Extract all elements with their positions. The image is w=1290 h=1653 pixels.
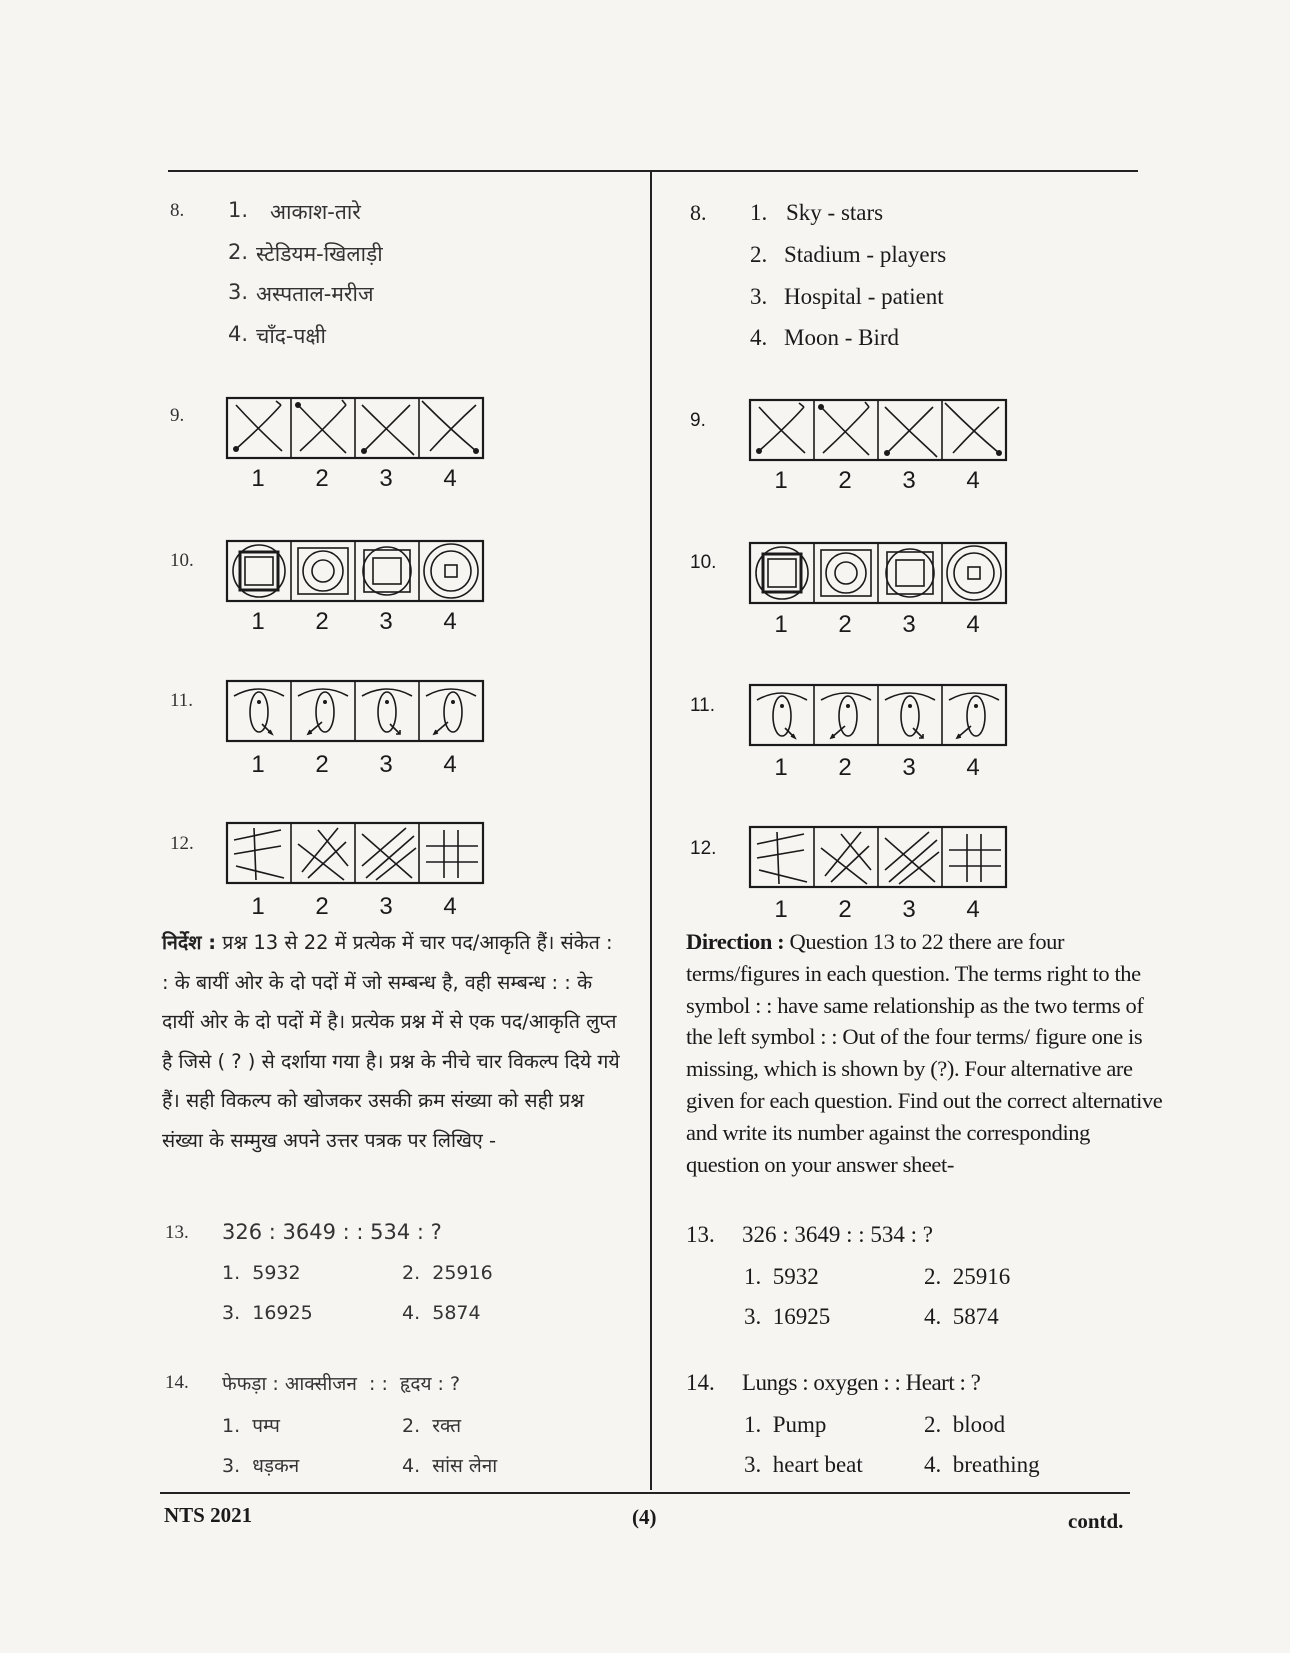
options-row — [222, 1452, 497, 1478]
question-number: 14. — [686, 1370, 715, 1395]
option-text: रक्त — [432, 1415, 462, 1437]
figure-label: 4 — [443, 465, 457, 492]
option-text: Sky - stars — [786, 200, 884, 225]
figure-label: 4 — [966, 611, 980, 638]
figure-label: 1 — [251, 465, 265, 492]
figure-label: 2 — [838, 896, 852, 923]
figure-label: 1 — [774, 467, 788, 494]
option-text: अस्पताल-मरीज — [256, 282, 374, 306]
option-number: 1. — [228, 198, 249, 222]
question-text: फेफड़ा : आक्सीजन : : हृदय : ? — [222, 1373, 461, 1395]
figure-label: 3 — [902, 611, 916, 638]
figure-label: 2 — [315, 608, 329, 635]
option-text: धड़कन — [252, 1455, 300, 1477]
direction-text: Question 13 to 22 there are four terms/figures in each question. The terms right to the symbol : : have same relationship as the two terms of the left symbol : : Out of the four terms/ figure one is missing, which is shown by (?). Four alternative are given for each question. Find out the correct alternative and write its number against the corresponding question on your answer sheet- — [686, 929, 1163, 1177]
option-number: 2. — [924, 1264, 942, 1289]
figure-label: 1 — [774, 611, 788, 638]
question-number: 13. — [165, 1222, 189, 1243]
figure-series-crosses — [749, 399, 1009, 463]
option-number: 1. — [744, 1264, 762, 1289]
question-number: 10. — [170, 550, 194, 571]
option-text: 5932 — [772, 1264, 819, 1289]
options-row — [744, 1264, 1010, 1290]
options-row — [222, 1302, 481, 1324]
option-number: 3. — [222, 1302, 241, 1324]
option-number: 1. — [750, 200, 768, 225]
figure-labels — [226, 608, 482, 636]
figure-label: 3 — [902, 467, 916, 494]
column-divider — [650, 170, 652, 1490]
figure-label: 3 — [379, 751, 393, 778]
option-number: 2. — [402, 1415, 421, 1437]
figure-series-circle-square — [749, 542, 1009, 606]
option-number: 2. — [402, 1262, 421, 1284]
figure-labels — [749, 754, 1005, 782]
question-number: 12. — [690, 838, 717, 859]
option-text: चाँद-पक्षी — [256, 324, 326, 348]
question-number: 8. — [170, 200, 185, 221]
direction-label: निर्देश : — [162, 931, 217, 954]
question-text: 326 : 3649 : : 534 : ? — [742, 1222, 934, 1247]
figure-label: 1 — [774, 754, 788, 781]
question-number: 9. — [170, 405, 185, 426]
option-text: आकाश-तारे — [270, 200, 361, 224]
option-text: Moon - Bird — [784, 325, 899, 350]
option-text: 5874 — [432, 1302, 481, 1324]
option-text: सांस लेना — [432, 1455, 498, 1477]
option-number: 2. — [228, 240, 249, 264]
direction-paragraph — [162, 923, 622, 1160]
option-number: 1. — [744, 1412, 762, 1437]
figure-label: 2 — [838, 754, 852, 781]
option-number: 3. — [744, 1304, 762, 1329]
option-number: 2. — [750, 242, 768, 267]
figure-label: 2 — [838, 467, 852, 494]
top-rule — [168, 170, 1138, 172]
option-text: स्टेडियम-खिलाड़ी — [256, 242, 383, 266]
figure-label: 4 — [443, 893, 457, 920]
option-number: 1. — [222, 1415, 241, 1437]
question-number: 10. — [690, 552, 717, 573]
option-text: blood — [952, 1412, 1006, 1437]
figure-series-umbrella-shapes — [226, 680, 486, 744]
figure-label: 2 — [838, 611, 852, 638]
option-number: 4. — [228, 322, 249, 346]
option-text: breathing — [952, 1452, 1040, 1477]
option-text: 5932 — [252, 1262, 301, 1284]
options-row — [222, 1412, 461, 1438]
figure-series-umbrella-shapes — [749, 684, 1009, 748]
options-row — [744, 1304, 999, 1330]
option-number: 4. — [924, 1304, 942, 1329]
figure-label: 3 — [379, 893, 393, 920]
options-row — [222, 1262, 493, 1284]
figure-labels — [749, 896, 1005, 924]
direction-label: Direction : — [686, 929, 785, 954]
figure-labels — [226, 893, 482, 921]
bottom-rule — [160, 1492, 1130, 1494]
figure-label: 2 — [315, 893, 329, 920]
option-text: Hospital - patient — [784, 284, 944, 309]
option-text: 16925 — [252, 1302, 313, 1324]
option-text: 16925 — [772, 1304, 831, 1329]
figure-label: 3 — [379, 608, 393, 635]
option-text: 5874 — [952, 1304, 999, 1329]
option-number: 1. — [222, 1262, 241, 1284]
figure-label: 1 — [251, 893, 265, 920]
footer-page-number: (4) — [632, 1505, 657, 1529]
direction-text: प्रश्न 13 से 22 में प्रत्येक में चार पद/आकृति हैं। संकेत : : के बायीं ओर के दो पदों में जो सम्बन्ध है, वही सम्बन्ध : : के दायीं ओर के दो पदों में है। प्रत्येक प्रश्न में से एक पद/आकृति लुप्त है जिसे ( ? ) से दर्शाया गया है। प्रश्न के नीचे चार विकल्प दिये गये हैं। सही विकल्प को खोजकर उसकी क्रम संख्या को सही प्रश्न संख्या के सम्मुख अपने उत्तर पत्रक पर लिखिए - — [162, 931, 620, 1152]
option-number: 4. — [402, 1302, 421, 1324]
figure-label: 1 — [251, 751, 265, 778]
figure-label: 4 — [443, 751, 457, 778]
question-number: 12. — [170, 833, 194, 854]
figure-label: 4 — [443, 608, 457, 635]
direction-paragraph — [686, 926, 1166, 1180]
question-number: 8. — [690, 200, 707, 225]
figure-series-line-patterns — [226, 822, 486, 886]
option-number: 3. — [222, 1455, 241, 1477]
options-row — [744, 1412, 1005, 1438]
figure-series-circle-square — [226, 540, 486, 604]
figure-label: 3 — [902, 896, 916, 923]
question-number: 11. — [690, 695, 716, 716]
figure-label: 3 — [379, 465, 393, 492]
figure-label: 1 — [251, 608, 265, 635]
question-number: 13. — [686, 1222, 715, 1247]
option-text: 25916 — [432, 1262, 493, 1284]
option-text: Pump — [772, 1412, 827, 1437]
figure-label: 4 — [966, 896, 980, 923]
question-text: 326 : 3649 : : 534 : ? — [222, 1220, 442, 1244]
figure-labels — [226, 751, 482, 779]
option-text: Stadium - players — [784, 242, 947, 267]
figure-label: 2 — [315, 465, 329, 492]
figure-labels — [749, 467, 1005, 495]
option-number: 2. — [924, 1412, 942, 1437]
option-text: पम्प — [252, 1415, 280, 1437]
figure-series-crosses — [226, 397, 486, 461]
footer-exam-title: NTS 2021 — [164, 1503, 253, 1527]
question-number: 9. — [690, 410, 706, 431]
figure-label: 1 — [774, 896, 788, 923]
option-number: 3. — [744, 1452, 762, 1477]
option-number: 4. — [750, 325, 768, 350]
question-text: Lungs : oxygen : : Heart : ? — [742, 1370, 981, 1395]
option-number: 3. — [228, 280, 249, 304]
option-number: 3. — [750, 284, 768, 309]
option-text: 25916 — [952, 1264, 1011, 1289]
option-number: 4. — [924, 1452, 942, 1477]
option-text: heart beat — [772, 1452, 863, 1477]
option-number: 4. — [402, 1455, 421, 1477]
footer-contd: contd. — [1068, 1509, 1124, 1533]
figure-label: 2 — [315, 751, 329, 778]
options-row — [744, 1452, 1040, 1478]
figure-label: 4 — [966, 754, 980, 781]
question-number: 11. — [170, 690, 194, 711]
question-number: 14. — [165, 1372, 189, 1393]
figure-labels — [749, 611, 1005, 639]
figure-label: 4 — [966, 467, 980, 494]
figure-label: 3 — [902, 754, 916, 781]
figure-labels — [226, 465, 482, 493]
figure-series-line-patterns — [749, 826, 1009, 890]
